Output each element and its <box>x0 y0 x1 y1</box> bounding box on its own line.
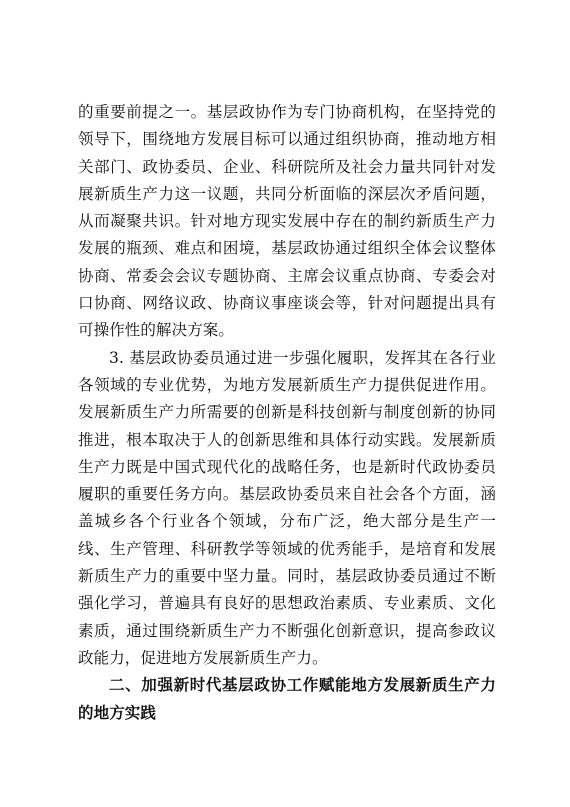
section-heading: 二、加强新时代基层政协工作赋能地方发展新质生产力的地方实践 <box>78 676 496 722</box>
paragraph-item-3: 3. 基层政协委员通过进一步强化履职，发挥其在各行业各领域的专业优势，为地方发展新质生产力提供促进作用。发展新质生产力所需要的创新是科技创新与制度创新的协同推进，根本取决于人的创新思维和具体行动实践。发展新质生产力既是中国式现代化的战略任务，也是新时代政协委员履职的重要任务方向。基层政协委员来自社会各个方面，涵盖城乡各个行业各个领域，分布广泛，绝大部分是生产一线、生产管理、科研教学等领域的优秀能手，是培育和发展新质生产力的重要中坚力量。同时，基层政协委员通过不断强化学习，普遍具有良好的思想政治素质、专业素质、文化素质，通过围绕新质生产力不断强化创新意识，提高参政议政能力，促进地方发展新质生产力。 <box>78 348 496 667</box>
document-body <box>78 99 496 727</box>
paragraph-continuation: 的重要前提之一。基层政协作为专门协商机构，在坚持党的领导下，围绕地方发展目标可以通过组织协商，推动地方相关部门、政协委员、企业、科研院所及社会力量共同针对发展新质生产力这一议题，共同分析面临的深层次矛盾问题，从而凝聚共识。针对地方现实发展中存在的制约新质生产力发展的瓶颈、难点和困境，基层政协通过组织全体会议整体协商、常委会会议专题协商、主席会议重点协商、专委会对口协商、网络议政、协商议事座谈会等，针对问题提出具有可操作性的解决方案。 <box>78 103 496 340</box>
